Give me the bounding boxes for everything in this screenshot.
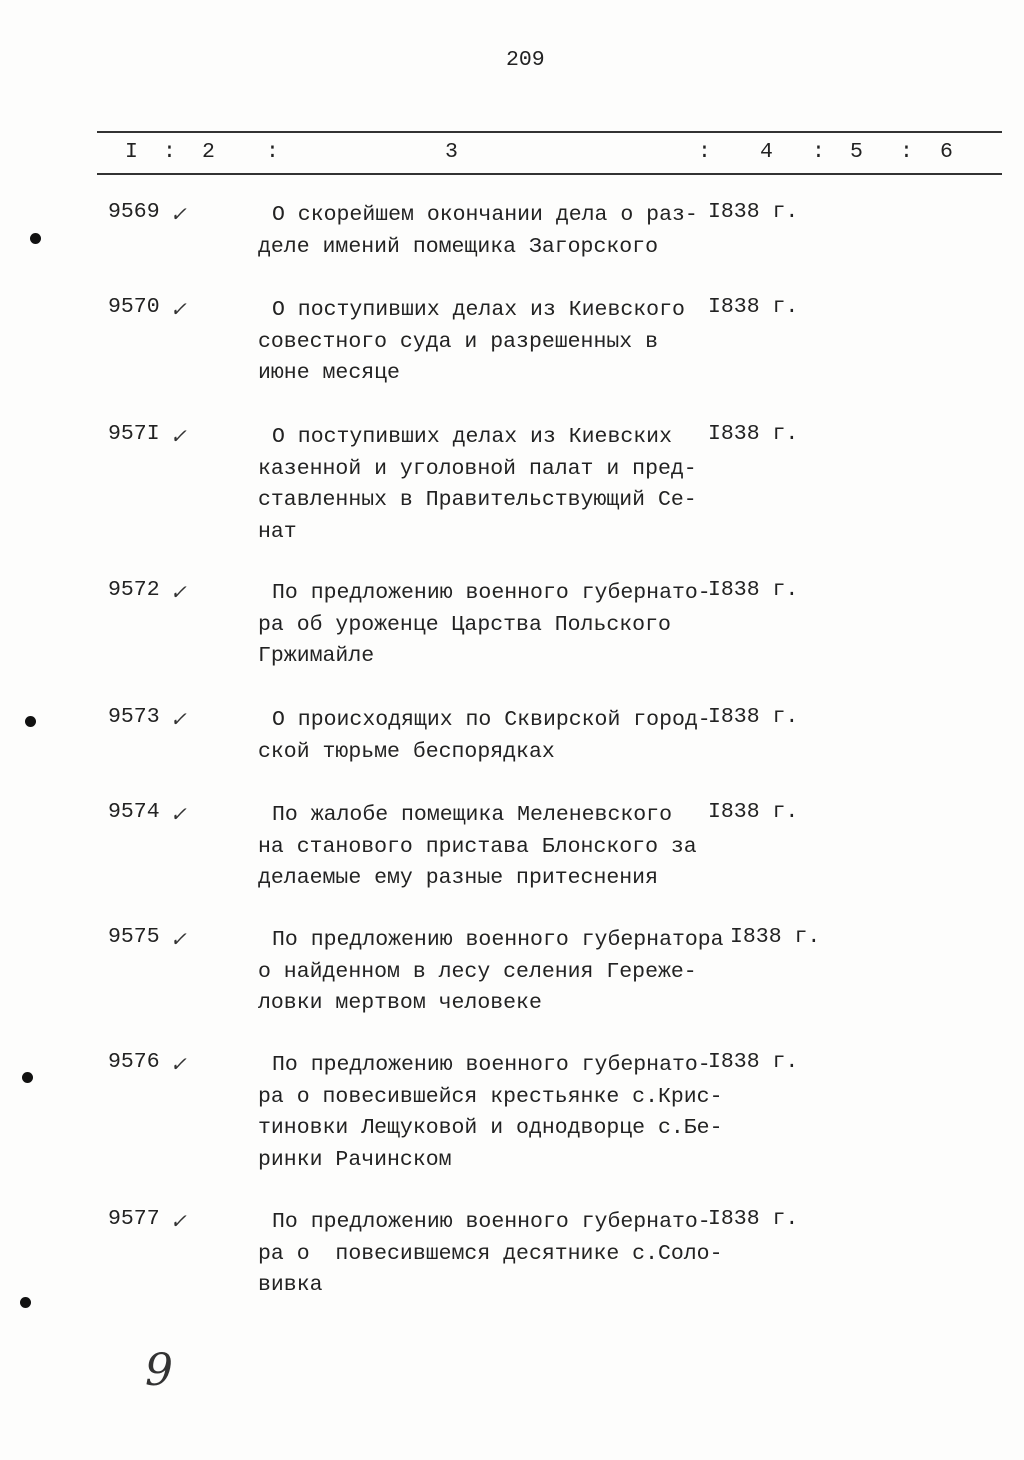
record-title xyxy=(258,1207,722,1302)
record-year: I838 г. xyxy=(708,295,799,319)
col-1: I xyxy=(125,140,138,164)
record-number: 9569 xyxy=(108,200,160,224)
title-line: О поступивших делах из Киевских xyxy=(272,425,672,449)
title-line: О происходящих по Сквирской город- xyxy=(272,708,711,732)
title-line: казенной и уголовной палат и пред- xyxy=(258,456,697,481)
check-mark: ✓ xyxy=(170,802,187,826)
col-2: 2 xyxy=(202,140,215,164)
title-line: нат xyxy=(258,519,297,544)
punch-hole xyxy=(20,1297,31,1308)
record-title xyxy=(258,925,724,1020)
check-mark: ✓ xyxy=(170,580,187,604)
header-bottom-rule xyxy=(97,173,1002,175)
record-number: 957I xyxy=(108,422,160,446)
record-number: 9576 xyxy=(108,1050,160,1074)
sep: : xyxy=(163,140,176,164)
col-5: 5 xyxy=(850,140,863,164)
record-year: I838 г. xyxy=(708,200,799,224)
col-6: 6 xyxy=(940,140,953,164)
header-top-rule xyxy=(97,131,1002,133)
title-line: ской тюрьме беспорядках xyxy=(258,739,555,764)
title-line: По жалобе помещика Меленевского xyxy=(272,803,672,827)
handwritten-mark: 9 xyxy=(145,1345,173,1396)
record-title xyxy=(258,578,711,673)
record-year: I838 г. xyxy=(708,1050,799,1074)
check-mark: ✓ xyxy=(170,1052,187,1076)
page-number: 209 xyxy=(506,48,545,72)
record-year: I838 г. xyxy=(708,800,799,824)
title-line: По предложению военного губернато- xyxy=(272,1053,711,1077)
record-number: 9577 xyxy=(108,1207,160,1231)
punch-hole xyxy=(22,1072,33,1083)
record-title xyxy=(258,200,698,263)
title-line: О скорейшем окончании дела о раз- xyxy=(272,203,698,227)
title-line: По предложению военного губернато- xyxy=(272,581,711,605)
title-line: вивка xyxy=(258,1273,323,1297)
title-line: ра о повесившемся десятнике с.Соло- xyxy=(258,1241,723,1266)
record-year: I838 г. xyxy=(730,925,821,949)
title-line: ринки Рачинском xyxy=(258,1147,452,1172)
sep: : xyxy=(266,140,279,164)
col-4: 4 xyxy=(760,140,773,164)
sep: : xyxy=(812,140,825,164)
check-mark: ✓ xyxy=(170,424,187,448)
record-title xyxy=(258,1050,722,1176)
title-line: о найденном в лесу селения Гереже- xyxy=(258,959,697,984)
title-line: ра об уроженце Царства Польского xyxy=(258,612,671,637)
punch-hole xyxy=(25,716,36,727)
title-line: По предложению военного губернатора xyxy=(272,928,724,952)
record-year: I838 г. xyxy=(708,1207,799,1231)
col-3: 3 xyxy=(445,140,458,164)
record-year: I838 г. xyxy=(708,705,799,729)
title-line: июне месяце xyxy=(258,361,400,385)
record-number: 9573 xyxy=(108,705,160,729)
check-mark: ✓ xyxy=(170,297,187,321)
record-title xyxy=(258,705,711,768)
title-line: совестного суда и разрешенных в xyxy=(258,329,658,354)
title-line: Гржимайле xyxy=(258,644,375,668)
record-title xyxy=(258,295,685,390)
record-number: 9572 xyxy=(108,578,160,602)
record-title xyxy=(258,422,697,548)
record-title xyxy=(258,800,697,895)
title-line: ловки мертвом человеке xyxy=(258,991,542,1015)
title-line: делаемые ему разные притеснения xyxy=(258,866,658,890)
title-line: тиновки Лещуковой и однодворце с.Бе- xyxy=(258,1116,723,1140)
check-mark: ✓ xyxy=(170,1209,187,1233)
record-year: I838 г. xyxy=(708,578,799,602)
title-line: на станового пристава Блонского за xyxy=(258,834,697,859)
punch-hole xyxy=(30,233,41,244)
record-number: 9574 xyxy=(108,800,160,824)
check-mark: ✓ xyxy=(170,927,187,951)
sep: : xyxy=(900,140,913,164)
check-mark: ✓ xyxy=(170,707,187,731)
title-line: По предложению военного губернато- xyxy=(272,1210,711,1234)
record-year: I838 г. xyxy=(708,422,799,446)
title-line: ра о повесившейся крестьянке с.Крис- xyxy=(258,1084,723,1109)
check-mark: ✓ xyxy=(170,202,187,226)
title-line: ставленных в Правительствующий Се- xyxy=(258,488,697,512)
record-number: 9570 xyxy=(108,295,160,319)
sep: : xyxy=(698,140,711,164)
title-line: О поступивших делах из Киевского xyxy=(272,298,685,322)
record-number: 9575 xyxy=(108,925,160,949)
title-line: деле имений помещика Загорского xyxy=(258,234,658,259)
